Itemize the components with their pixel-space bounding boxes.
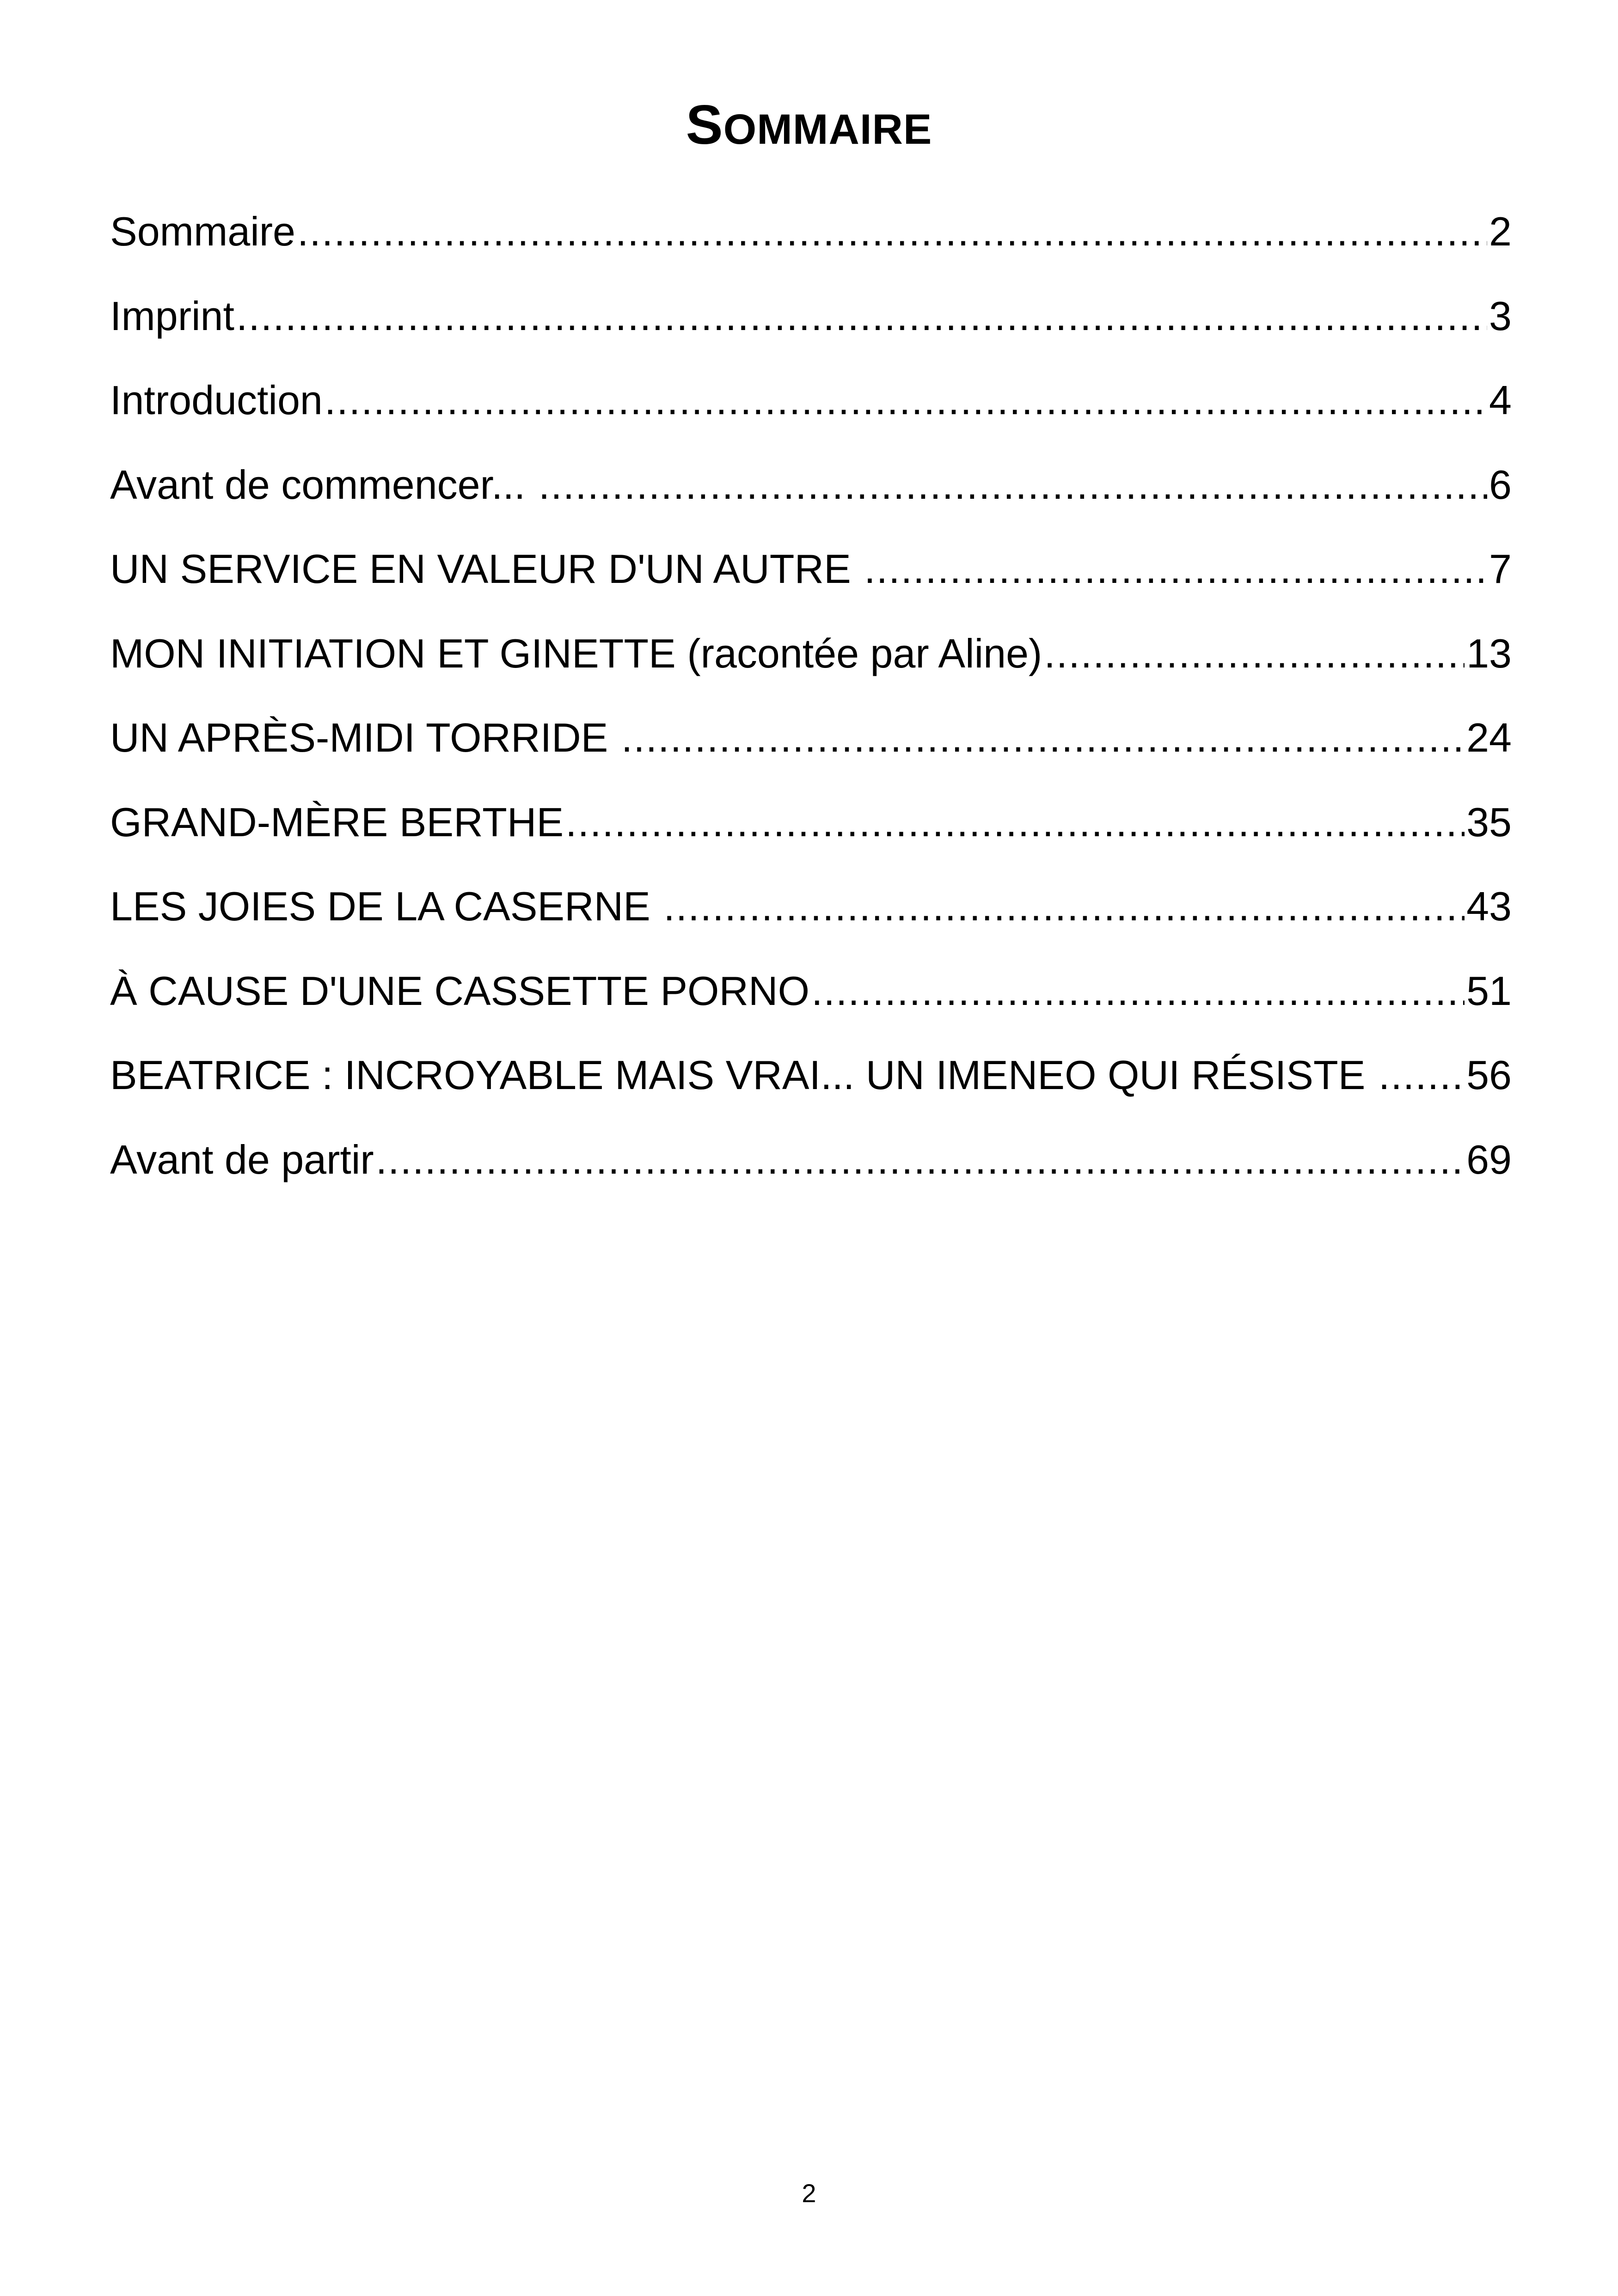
toc-entry-title: LES JOIES DE LA CASERNE xyxy=(110,883,662,930)
toc-entry-page: 35 xyxy=(1466,799,1512,845)
toc-dot-leader xyxy=(811,966,1465,1016)
toc-dot-leader xyxy=(539,459,1487,510)
toc-entry-page: 43 xyxy=(1466,883,1512,930)
toc-dot-leader xyxy=(1044,628,1465,679)
toc-entry-title: UN SERVICE EN VALEUR D'UN AUTRE xyxy=(110,546,863,592)
toc-dot-leader xyxy=(565,797,1465,848)
toc-entry-title: Sommaire xyxy=(110,208,295,255)
table-of-contents xyxy=(110,190,1512,1202)
toc-entry-un-apres-midi[interactable] xyxy=(110,696,1512,780)
toc-dot-leader xyxy=(621,712,1465,763)
toc-entry-un-service[interactable] xyxy=(110,527,1512,612)
toc-entry-title: Avant de commencer... xyxy=(110,461,537,508)
toc-entry-a-cause[interactable] xyxy=(110,949,1512,1034)
toc-entry-imprint[interactable] xyxy=(110,274,1512,359)
toc-entry-page: 13 xyxy=(1466,630,1512,676)
toc-entry-page: 2 xyxy=(1489,208,1512,255)
toc-entry-title: UN APRÈS-MIDI TORRIDE xyxy=(110,715,619,761)
toc-dot-leader xyxy=(376,1134,1465,1185)
toc-entry-title: Imprint xyxy=(110,293,234,339)
toc-entry-page: 56 xyxy=(1466,1052,1512,1098)
page-title-rest: OMMAIRE xyxy=(723,106,932,153)
page-title-initial: S xyxy=(686,94,723,156)
toc-entry-title: Introduction xyxy=(110,377,323,423)
toc-entry-title: GRAND-MÈRE BERTHE xyxy=(110,799,564,845)
toc-dot-leader xyxy=(1379,1050,1465,1101)
toc-entry-mon-initiation[interactable] xyxy=(110,612,1512,696)
toc-entry-page: 7 xyxy=(1489,546,1512,592)
toc-entry-sommaire[interactable] xyxy=(110,190,1512,274)
footer-page-number: 2 xyxy=(802,2179,816,2208)
toc-dot-leader xyxy=(325,375,1487,426)
page-title xyxy=(0,90,1618,164)
toc-entry-title: À CAUSE D'UNE CASSETTE PORNO xyxy=(110,967,810,1014)
toc-entry-page: 69 xyxy=(1466,1136,1512,1182)
toc-entry-title: MON INITIATION ET GINETTE (racontée par Aline) xyxy=(110,630,1042,676)
toc-entry-page: 4 xyxy=(1489,377,1512,423)
toc-entry-beatrice[interactable] xyxy=(110,1033,1512,1118)
toc-dot-leader xyxy=(663,881,1465,932)
toc-entry-avant-de-commencer[interactable] xyxy=(110,443,1512,527)
toc-dot-leader xyxy=(297,206,1487,257)
toc-entry-title: BEATRICE : INCROYABLE MAIS VRAI... UN IMENEO QUI RÉSISTE xyxy=(110,1052,1377,1098)
toc-entry-grand-mere-berthe[interactable] xyxy=(110,780,1512,865)
toc-entry-page: 51 xyxy=(1466,967,1512,1014)
toc-entry-page: 24 xyxy=(1466,715,1512,761)
toc-dot-leader xyxy=(236,291,1487,342)
toc-entry-introduction[interactable] xyxy=(110,358,1512,443)
toc-entry-page: 6 xyxy=(1489,461,1512,508)
toc-entry-les-joies[interactable] xyxy=(110,864,1512,949)
toc-entry-page: 3 xyxy=(1489,293,1512,339)
toc-entry-avant-de-partir[interactable] xyxy=(110,1118,1512,1202)
toc-entry-title: Avant de partir xyxy=(110,1136,374,1182)
toc-dot-leader xyxy=(864,544,1487,594)
